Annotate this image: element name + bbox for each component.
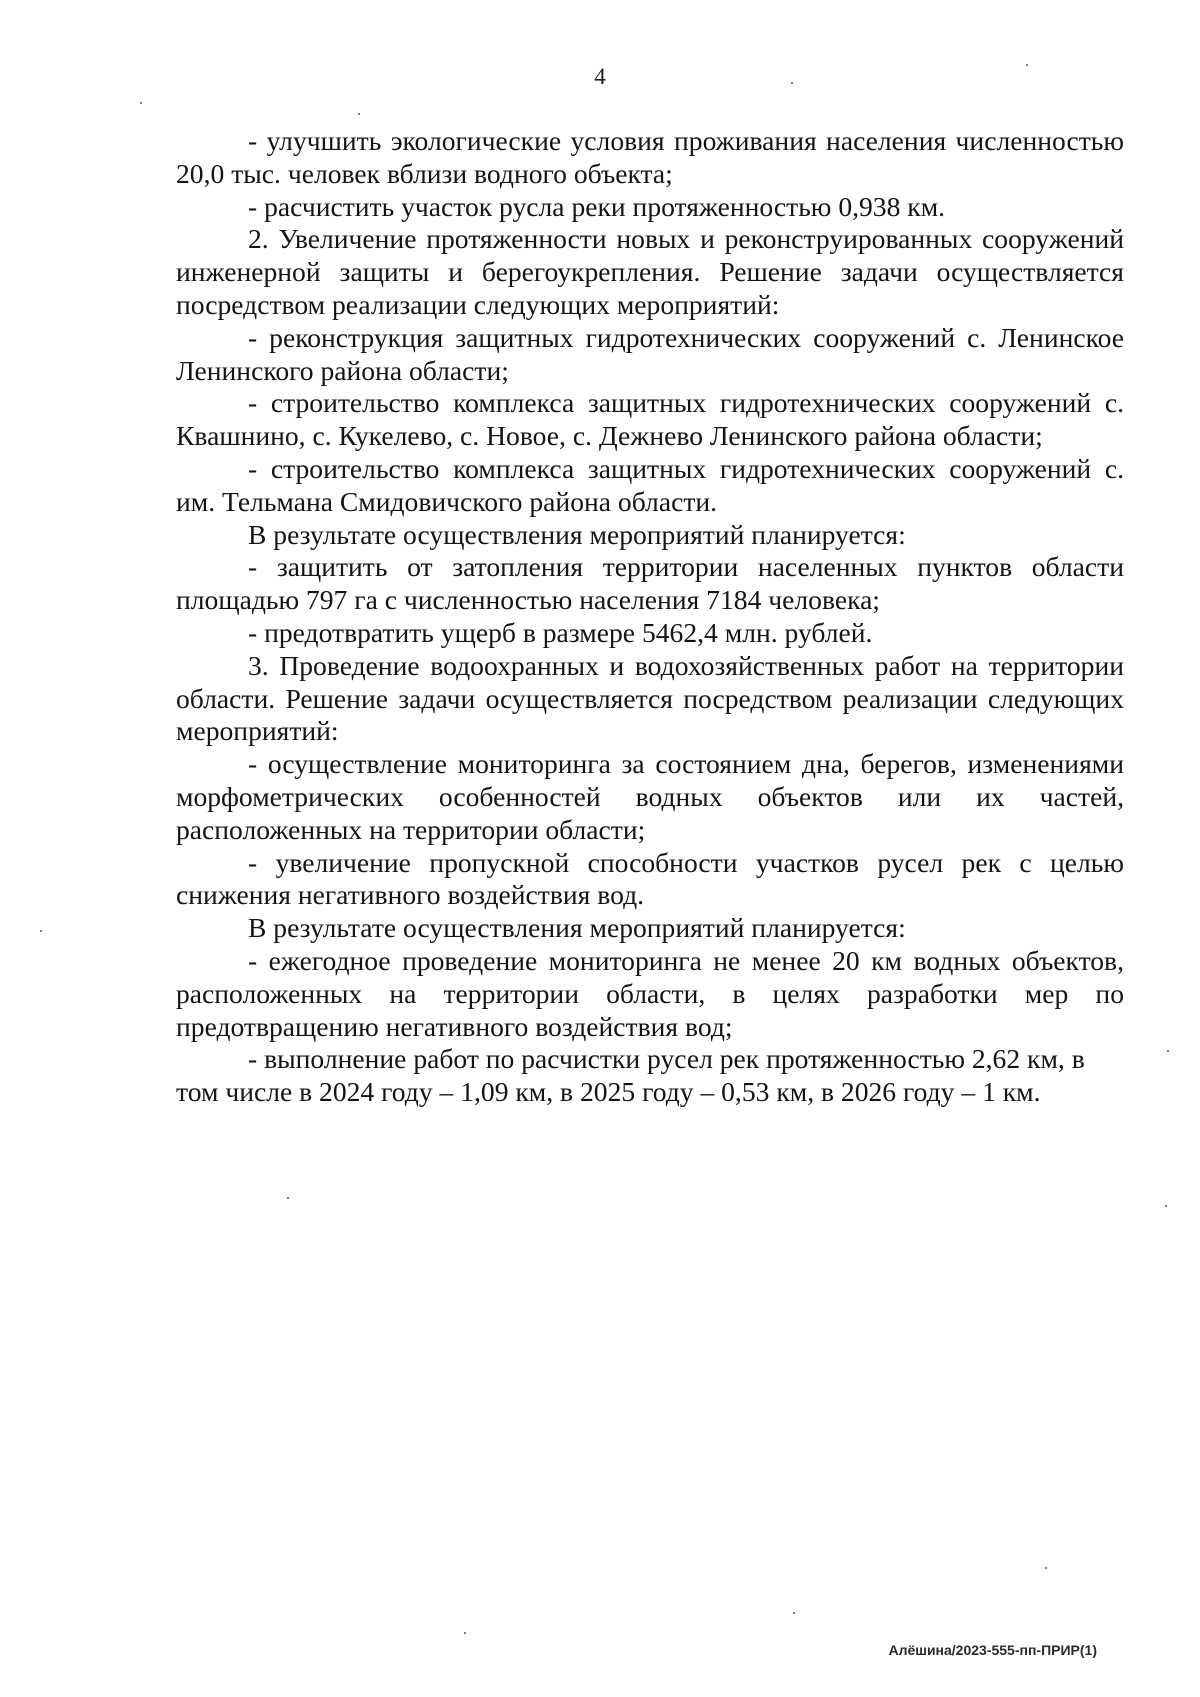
scan-speck: [791, 82, 793, 84]
scan-speck: [40, 930, 42, 932]
paragraph: В результате осуществления мероприятий планируется:: [248, 912, 906, 944]
document-body: [176, 125, 1124, 1109]
scan-speck: [287, 1197, 289, 1199]
paragraph: 3. Проведение водоохранных и водохозяйственных работ на территории области. Решение задачи осуществляется посредством реализации следующих мероприятий:: [176, 649, 1124, 747]
paragraph: - предотвратить ущерб в размере 5462,4 млн. рублей.: [248, 616, 873, 648]
paragraph: - выполнение работ по расчистки русел рек протяженностью 2,62 км, в том числе в 2024 году – 1,09 км, в 2025 году – 0,53 км, в 2026 году – 1 км.: [176, 1043, 1085, 1108]
scan-speck: [464, 1632, 466, 1634]
paragraph: - расчистить участок русла реки протяженностью 0,938 км.: [248, 190, 946, 222]
paragraph: В результате осуществления мероприятий планируется:: [248, 518, 906, 550]
paragraph: 2. Увеличение протяженности новых и реконструированных сооружений инженерной защиты и берегоукрепления. Решение задачи осуществляется посредством реализации следующих мероприятий:: [176, 223, 1124, 320]
scan-speck: [1165, 1205, 1167, 1207]
paragraph: - осуществление мониторинга за состоянием дна, берегов, изменениями морфометрических особенностей водных объектов или их частей, расположенных на территории области;: [176, 748, 1124, 845]
scan-speck: [1045, 1567, 1047, 1569]
page-number: 4: [594, 64, 606, 89]
paragraph: - улучшить экологические условия проживания населения численностью 20,0 тыс. человек вблизи водного объекта;: [176, 125, 1124, 189]
scan-speck: [793, 1612, 795, 1614]
paragraph: - реконструкция защитных гидротехнических сооружений с. Ленинское Ленинского района области;: [176, 321, 1124, 386]
paragraph: - ежегодное проведение мониторинга не менее 20 км водных объектов, расположенных на территории области, в целях разработки мер по предотвращению негативного воздействия вод;: [176, 944, 1124, 1042]
paragraph: - защитить от затопления территории населенных пунктов области площадью 797 га с численностью населения 7184 человека;: [176, 551, 1124, 616]
paragraph: - строительство комплекса защитных гидротехнических сооружений с. им. Тельмана Смидовичского района области.: [176, 452, 1124, 517]
paragraph: - строительство комплекса защитных гидротехнических сооружений с. Квашнино, с. Кукелево, с. Новое, с. Дежнево Ленинского района области;: [176, 387, 1124, 452]
scan-speck: [140, 102, 142, 104]
document-code: Алёшина/2023-555-пп-ПРИР(1): [888, 1642, 1097, 1658]
paragraph: - увеличение пропускной способности участков русел рек с целью снижения негативного воздействия вод.: [176, 846, 1124, 911]
scan-speck: [1167, 1050, 1169, 1052]
scan-speck: [358, 113, 360, 115]
scan-speck: [1026, 64, 1028, 66]
